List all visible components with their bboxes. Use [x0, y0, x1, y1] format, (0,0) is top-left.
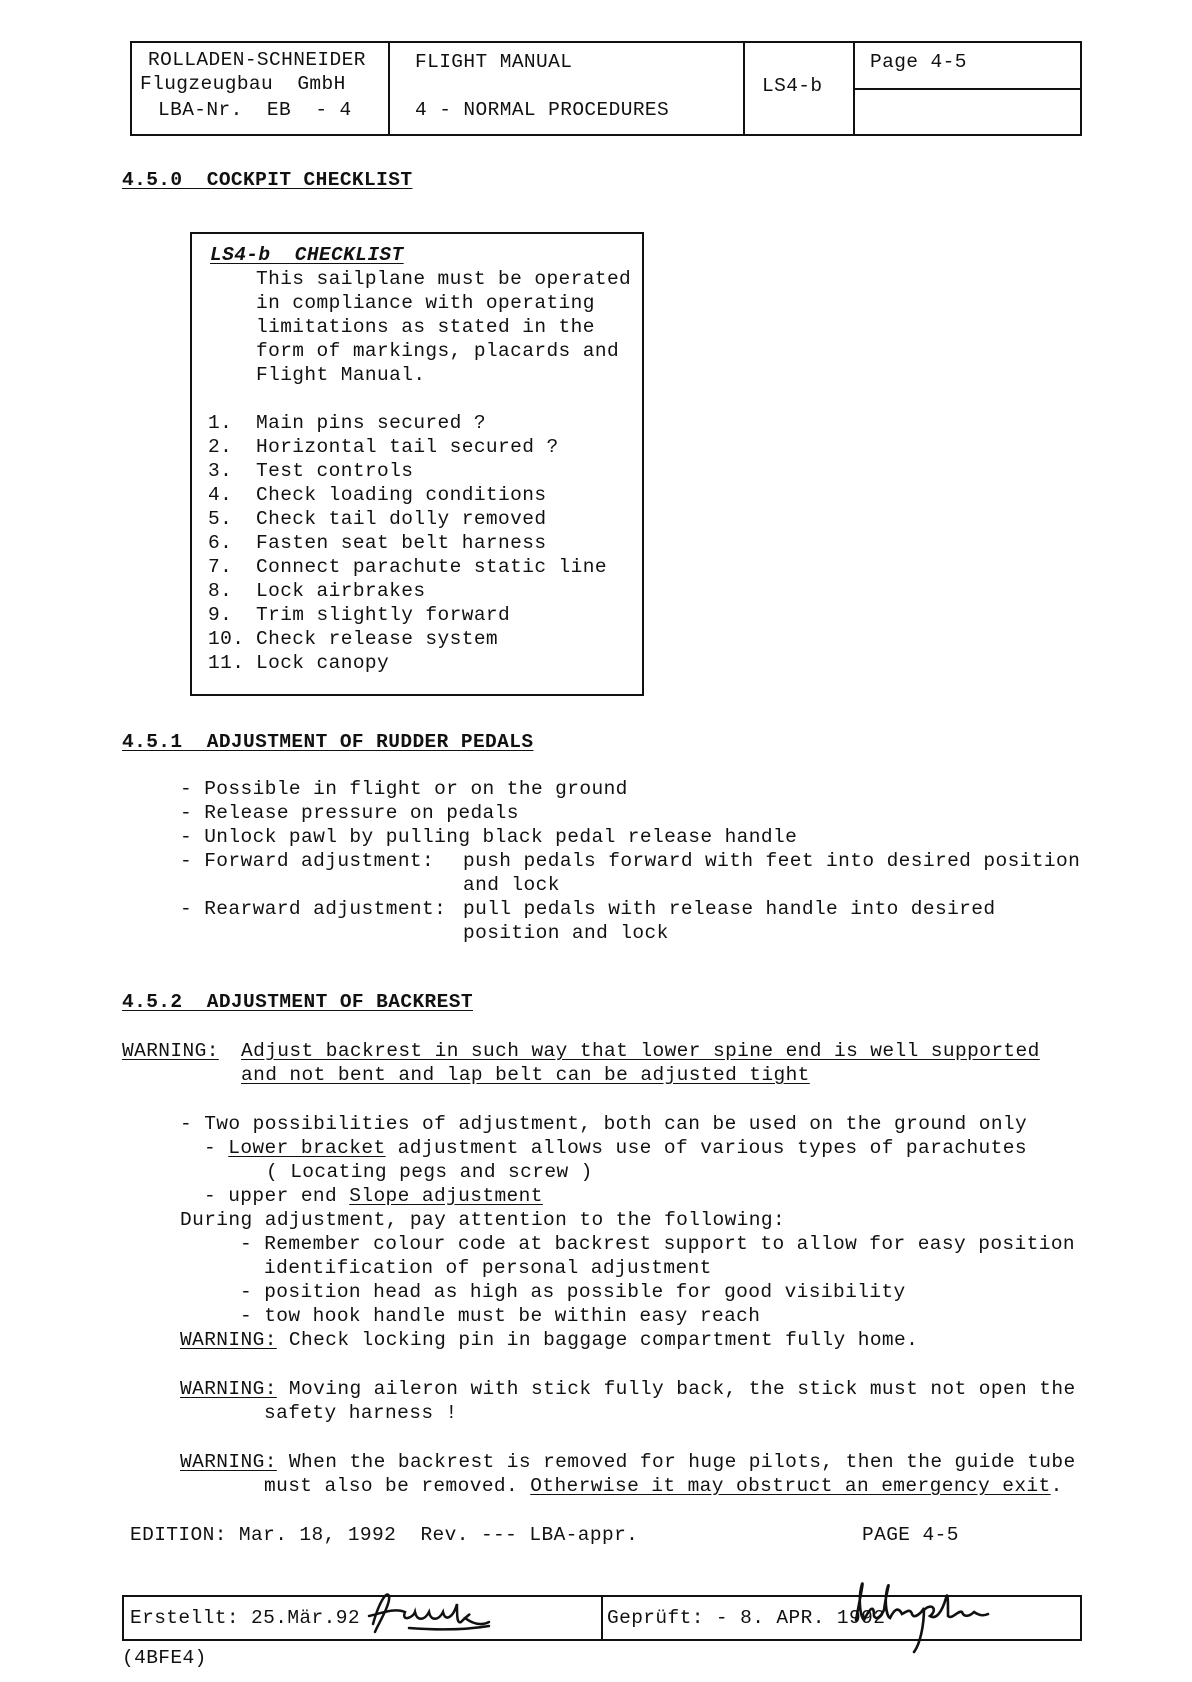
chapter-title: 4 - NORMAL PROCEDURES — [415, 99, 670, 121]
page-number: Page 4-5 — [870, 51, 967, 73]
section-4-5-2-heading: 4.5.2 ADJUSTMENT OF BACKREST — [122, 991, 473, 1013]
checklist-item-number: 5. — [208, 508, 233, 530]
period: . — [1050, 1475, 1063, 1497]
lower-bracket-term: Lower bracket — [228, 1137, 386, 1159]
lower-bracket-text: adjustment allows use of various types of parachutes — [385, 1137, 1027, 1159]
footer-page-number: PAGE 4-5 — [862, 1524, 959, 1546]
company-name: ROLLADEN-SCHNEIDER — [148, 49, 366, 71]
checklist-item-number: 9. — [208, 604, 233, 626]
manual-title: FLIGHT MANUAL — [415, 51, 573, 73]
warning-line — [264, 1475, 1063, 1497]
warning-line — [180, 1378, 1076, 1400]
checklist-item-number: 7. — [208, 556, 233, 578]
header-table — [130, 41, 1082, 136]
rudder-rearward-text: position and lock — [463, 922, 669, 944]
rudder-rearward-text: pull pedals with release handle into desired — [463, 898, 996, 920]
checklist-item: Main pins secured ? — [256, 412, 486, 434]
rudder-forward-text: and lock — [463, 874, 560, 896]
warning-emphasis: Otherwise it may obstruct an emergency exit — [530, 1475, 1051, 1497]
checklist-item: Lock airbrakes — [256, 580, 426, 602]
checklist-intro-line: Flight Manual. — [256, 364, 426, 386]
checklist-item: Horizontal tail secured ? — [256, 436, 559, 458]
backrest-line — [204, 1137, 1027, 1159]
warning-label: WARNING: — [122, 1040, 219, 1062]
backrest-line — [204, 1185, 543, 1207]
rudder-rearward-label: - Rearward adjustment: — [180, 898, 447, 920]
warning-label: WARNING: — [180, 1329, 277, 1351]
model-name: LS4-b — [762, 75, 823, 97]
checklist-item: Test controls — [256, 460, 414, 482]
checklist-title: LS4-b CHECKLIST — [210, 244, 404, 266]
rudder-line: - Possible in flight or on the ground — [180, 778, 628, 800]
backrest-line: - tow hook handle must be within easy reach — [240, 1305, 761, 1327]
warning-line — [180, 1329, 918, 1351]
lba-number: LBA-Nr. EB - 4 — [158, 99, 352, 121]
section-4-5-1-heading: 4.5.1 ADJUSTMENT OF RUDDER PEDALS — [122, 731, 534, 753]
checklist-item-number: 6. — [208, 532, 233, 554]
warning-text: Adjust backrest in such way that lower spine end is well supported — [241, 1040, 1040, 1062]
backrest-line: identification of personal adjustment — [264, 1257, 712, 1279]
warning-label: WARNING: — [180, 1378, 277, 1400]
checklist-item: Check loading conditions — [256, 484, 547, 506]
checklist-item: Check tail dolly removed — [256, 508, 547, 530]
checklist-item-number: 4. — [208, 484, 233, 506]
checklist-item: Fasten seat belt harness — [256, 532, 547, 554]
document-code: (4BFE4) — [122, 1647, 207, 1669]
rudder-line: - Release pressure on pedals — [180, 802, 519, 824]
backrest-line: - Two possibilities of adjustment, both can be used on the ground only — [180, 1113, 1028, 1135]
warning-text: safety harness ! — [264, 1402, 458, 1424]
backrest-line: During adjustment, pay attention to the following: — [180, 1209, 786, 1231]
edition-line: EDITION: Mar. 18, 1992 Rev. --- LBA-appr. — [130, 1524, 639, 1546]
checklist-intro-line: limitations as stated in the — [256, 316, 595, 338]
warning-text: Check locking pin in baggage compartment fully home. — [276, 1329, 919, 1351]
warning-text: When the backrest is removed for huge pilots, then the guide tube — [276, 1451, 1076, 1473]
checklist-intro-line: form of markings, placards and — [256, 340, 620, 362]
created-label: Erstellt: 25.Mär.92 — [130, 1607, 360, 1629]
upper-end-text: - upper end — [204, 1185, 350, 1207]
checklist-intro-line: This sailplane must be operated — [256, 268, 632, 290]
company-subtitle: Flugzeugbau GmbH — [140, 73, 346, 95]
backrest-line: - Remember colour code at backrest support to allow for easy position — [240, 1233, 1076, 1255]
dash: - — [204, 1137, 229, 1159]
section-4-5-0-heading: 4.5.0 COCKPIT CHECKLIST — [122, 169, 413, 191]
checklist-item: Lock canopy — [256, 652, 390, 674]
checklist-item-number: 10. — [208, 628, 245, 650]
warning-text: must also be removed. — [264, 1475, 531, 1497]
warning-text: and not bent and lap belt can be adjusted tight — [241, 1064, 810, 1086]
checklist-item-number: 8. — [208, 580, 233, 602]
warning-text: Moving aileron with stick fully back, the stick must not open the — [276, 1378, 1076, 1400]
warning-line — [180, 1451, 1076, 1473]
checklist-item-number: 1. — [208, 412, 233, 434]
signature-created — [365, 1582, 495, 1642]
rudder-forward-text: push pedals forward with feet into desired position — [463, 850, 1081, 872]
backrest-line: - position head as high as possible for good visibility — [240, 1281, 906, 1303]
checklist-item: Check release system — [256, 628, 499, 650]
checklist-box — [190, 232, 644, 696]
checklist-item-number: 11. — [208, 652, 245, 674]
checklist-item: Connect parachute static line — [256, 556, 607, 578]
warning-label: WARNING: — [180, 1451, 277, 1473]
checked-label: Geprüft: - 8. APR. 1992 — [607, 1607, 886, 1629]
rudder-forward-label: - Forward adjustment: — [180, 850, 435, 872]
backrest-line: ( Locating pegs and screw ) — [266, 1161, 593, 1183]
slope-adjustment-term: Slope adjustment — [349, 1185, 543, 1207]
checklist-item-number: 2. — [208, 436, 233, 458]
checklist-item-number: 3. — [208, 460, 233, 482]
checklist-intro-line: in compliance with operating — [256, 292, 595, 314]
checklist-item: Trim slightly forward — [256, 604, 511, 626]
signature-checked — [850, 1572, 990, 1654]
rudder-line: - Unlock pawl by pulling black pedal release handle — [180, 826, 798, 848]
